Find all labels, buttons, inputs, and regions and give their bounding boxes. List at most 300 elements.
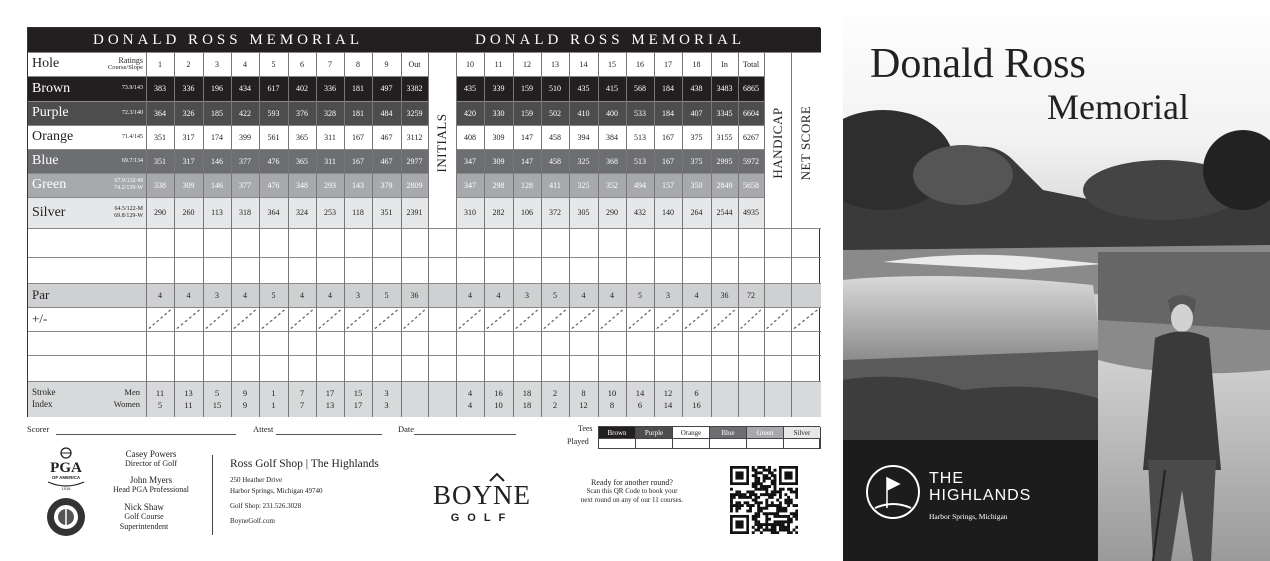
yardage-cell: 310 xyxy=(464,208,476,217)
women-index: 11 xyxy=(184,400,193,410)
score-input-cell[interactable] xyxy=(344,331,372,355)
score-input-cell[interactable] xyxy=(626,331,654,355)
yardage-cell: 458 xyxy=(549,132,561,142)
score-input-cell[interactable] xyxy=(541,228,569,257)
score-input-cell[interactable] xyxy=(231,228,259,257)
rating-value: 72.3/140 xyxy=(121,109,143,116)
plus-minus-cell[interactable] xyxy=(288,307,316,331)
women-index: 16 xyxy=(692,400,701,410)
tee-name: Orange xyxy=(32,129,74,144)
score-input-cell[interactable] xyxy=(541,257,569,283)
plus-minus-cell[interactable] xyxy=(569,307,598,331)
hole-number: 12 xyxy=(523,59,531,69)
plus-minus-cell[interactable] xyxy=(316,307,344,331)
attest-line[interactable] xyxy=(276,434,382,435)
par-cell: 5 xyxy=(271,290,276,300)
yardage-cell: 317 xyxy=(182,132,195,142)
staff-1-name: Casey Powers xyxy=(125,449,177,459)
yardage-cell: 146 xyxy=(211,156,223,166)
score-input-cell[interactable] xyxy=(484,355,513,381)
plus-minus-cell[interactable] xyxy=(626,307,654,331)
men-index: 17 xyxy=(325,388,335,398)
men-index: 10 xyxy=(607,388,617,398)
plus-minus-cell[interactable] xyxy=(791,307,821,331)
shop-address-1: 250 Heather Drive xyxy=(230,476,283,484)
hole-number: 1 xyxy=(158,59,162,69)
yardage-cell: 311 xyxy=(324,132,336,142)
hole-number: 16 xyxy=(636,59,644,69)
plus-minus-cell[interactable] xyxy=(372,307,401,331)
index-label: Index xyxy=(32,399,53,409)
score-input-cell[interactable] xyxy=(541,355,569,381)
score-input-cell[interactable] xyxy=(484,331,513,355)
score-input-cell[interactable] xyxy=(738,355,764,381)
rating-value: 69.7/134 xyxy=(121,157,143,164)
course-slope-label: Course/Slope xyxy=(107,64,143,71)
score-input-cell[interactable] xyxy=(288,355,316,381)
stroke-index-cell xyxy=(146,381,174,417)
score-input-cell[interactable] xyxy=(654,355,682,381)
score-input-cell[interactable] xyxy=(682,355,711,381)
yardage-cell: 561 xyxy=(267,132,280,142)
score-input-cell[interactable] xyxy=(401,257,428,283)
plus-minus-cell[interactable] xyxy=(682,307,711,331)
score-input-cell[interactable] xyxy=(174,257,203,283)
score-input-cell[interactable] xyxy=(569,257,598,283)
women-index: 5 xyxy=(157,400,163,410)
score-input-cell[interactable] xyxy=(738,331,764,355)
score-input-cell[interactable] xyxy=(513,355,541,381)
score-input-cell[interactable] xyxy=(231,331,259,355)
score-input-cell[interactable] xyxy=(259,257,288,283)
women-index: 14 xyxy=(663,400,673,410)
plus-minus-cell[interactable] xyxy=(174,307,203,331)
score-input-cell[interactable] xyxy=(372,257,401,283)
yardage-cell: 264 xyxy=(690,208,703,217)
score-input-cell[interactable] xyxy=(484,257,513,283)
staff-2-title: Head PGA Professional xyxy=(113,485,189,494)
score-input-cell[interactable] xyxy=(288,228,316,257)
yardage-cell: 174 xyxy=(211,132,223,142)
hole-label: Hole xyxy=(32,56,60,71)
tee-rating xyxy=(100,197,143,228)
score-input-cell[interactable] xyxy=(344,257,372,283)
tee-played-checkbox[interactable] xyxy=(673,438,710,449)
score-input-cell[interactable] xyxy=(401,228,428,257)
score-input-cell[interactable] xyxy=(738,257,764,283)
score-input-cell[interactable] xyxy=(682,228,711,257)
score-input-cell[interactable] xyxy=(401,331,428,355)
plus-minus-cell[interactable] xyxy=(738,307,764,331)
yardage-cell: 365 xyxy=(296,132,308,142)
yardage-cell: 293 xyxy=(324,180,336,190)
plus-minus-cell[interactable] xyxy=(401,307,428,331)
par-cell: 5 xyxy=(384,290,389,300)
staff-2 xyxy=(96,475,206,495)
hole-number: 17 xyxy=(664,59,672,69)
score-input-cell[interactable] xyxy=(598,257,626,283)
tee-name: Purple xyxy=(32,105,69,120)
women-index: 7 xyxy=(299,400,305,410)
plus-minus-cell[interactable] xyxy=(259,307,288,331)
staff-3-name: Nick Shaw xyxy=(124,502,164,512)
total-yardage: 6865 xyxy=(743,84,759,93)
stroke-index-cell xyxy=(174,381,203,417)
plus-minus-cell[interactable] xyxy=(203,307,231,331)
out-yardage: 3382 xyxy=(406,84,423,93)
in-yardage: 2544 xyxy=(716,208,733,217)
score-input-cell[interactable] xyxy=(231,257,259,283)
score-input-cell[interactable] xyxy=(764,331,791,355)
yardage-cell: 184 xyxy=(662,108,674,118)
score-input-cell[interactable] xyxy=(791,355,821,381)
score-input-cell[interactable] xyxy=(626,228,654,257)
out-yardage: 2809 xyxy=(406,180,423,190)
stroke-index-label xyxy=(32,386,56,410)
women-index: 15 xyxy=(212,400,222,410)
hole-number: 15 xyxy=(608,59,616,69)
yardage-cell: 394 xyxy=(577,132,590,142)
score-input-cell[interactable] xyxy=(541,331,569,355)
par-total: 72 xyxy=(747,290,755,300)
played-label: Played xyxy=(567,437,589,446)
tee-played-checkbox[interactable] xyxy=(747,438,784,449)
women-index: 4 xyxy=(467,400,473,410)
score-input-cell[interactable] xyxy=(598,331,626,355)
yardage-cell: 400 xyxy=(606,108,618,118)
shop-address-2: Harbor Springs, Michigan 49740 xyxy=(230,487,323,495)
in-yardage: 2995 xyxy=(716,156,733,166)
pga-sub-text: OF AMERICA xyxy=(51,475,81,480)
score-input-cell[interactable] xyxy=(401,355,428,381)
score-input-cell[interactable] xyxy=(146,228,174,257)
men-index: 15 xyxy=(353,388,363,398)
yardage-cell: 377 xyxy=(239,180,251,190)
ratings-label: Ratings xyxy=(118,56,143,65)
yardage-cell: 476 xyxy=(267,180,280,190)
rating-value: 67.9/132-M xyxy=(114,178,143,184)
tee-played-label: Blue xyxy=(710,427,747,438)
out-header: Out xyxy=(408,59,421,69)
yardage-cell: 420 xyxy=(464,108,476,118)
pga-logo xyxy=(40,446,92,541)
qr-code[interactable] xyxy=(730,466,798,534)
tees-label: Tees xyxy=(578,424,593,433)
score-input-cell[interactable] xyxy=(344,228,372,257)
score-input-cell[interactable] xyxy=(569,331,598,355)
score-input-cell[interactable] xyxy=(174,331,203,355)
score-input-cell[interactable] xyxy=(174,228,203,257)
plus-minus-cell[interactable] xyxy=(456,307,484,331)
yardage-cell: 375 xyxy=(690,132,703,142)
hole-number: 11 xyxy=(494,59,503,69)
score-input-cell[interactable] xyxy=(682,331,711,355)
plus-minus-cell[interactable] xyxy=(344,307,372,331)
plus-minus-cell[interactable] xyxy=(484,307,513,331)
yardage-cell: 309 xyxy=(492,132,505,142)
attest-label xyxy=(253,424,273,434)
score-input-cell[interactable] xyxy=(316,331,344,355)
yardage-cell: 347 xyxy=(464,180,476,190)
score-input-cell[interactable] xyxy=(174,355,203,381)
score-input-cell[interactable] xyxy=(654,257,682,283)
score-input-cell[interactable] xyxy=(456,355,484,381)
yardage-cell: 147 xyxy=(521,132,533,142)
tee-rating xyxy=(100,149,143,173)
stroke-index-cell xyxy=(626,381,654,417)
yardage-cell: 159 xyxy=(521,84,533,93)
total-header: Total xyxy=(742,59,760,69)
yardage-cell: 290 xyxy=(606,208,618,217)
yardage-cell: 118 xyxy=(352,208,364,217)
score-input-cell[interactable] xyxy=(711,355,738,381)
yardage-cell: 181 xyxy=(352,84,364,93)
score-input-cell[interactable] xyxy=(791,228,821,257)
score-input-cell[interactable] xyxy=(372,228,401,257)
tee-played-label: Green xyxy=(747,427,784,438)
men-index: 18 xyxy=(522,388,532,398)
men-index: 2 xyxy=(552,388,558,398)
score-input-cell[interactable] xyxy=(288,257,316,283)
score-input-cell[interactable] xyxy=(372,355,401,381)
score-input-cell[interactable] xyxy=(764,257,791,283)
attest-text: Attest xyxy=(253,424,274,434)
score-input-cell[interactable] xyxy=(146,331,174,355)
tee-played-label: Brown xyxy=(599,427,636,438)
out-yardage: 3259 xyxy=(406,108,423,118)
hole-number: 6 xyxy=(300,59,304,69)
yardage-cell: 147 xyxy=(521,156,533,166)
women-index: 1 xyxy=(271,400,276,410)
rating-value: 74.2/139-W xyxy=(114,185,143,191)
score-input-cell[interactable] xyxy=(682,257,711,283)
tee-played-checkbox[interactable] xyxy=(599,438,636,449)
yardage-cell: 379 xyxy=(380,180,393,190)
boyne-sub: GOLF xyxy=(450,512,514,524)
yardage-cell: 352 xyxy=(606,180,618,190)
stroke-index-cell xyxy=(456,381,484,417)
date-text: Date xyxy=(398,424,415,434)
yardage-cell: 290 xyxy=(154,208,166,217)
yardage-cell: 351 xyxy=(380,208,393,217)
yardage-cell: 384 xyxy=(606,132,618,142)
women-index: 18 xyxy=(522,400,532,410)
score-input-cell[interactable] xyxy=(203,355,231,381)
stroke-index-cell xyxy=(484,381,513,417)
score-input-cell[interactable] xyxy=(146,257,174,283)
yardage-cell: 497 xyxy=(380,84,393,93)
header-title-back: DONALD ROSS MEMORIAL xyxy=(474,31,745,48)
staff-3 xyxy=(106,502,182,532)
par-cell: 4 xyxy=(186,290,191,300)
score-input-cell[interactable] xyxy=(711,228,738,257)
hole-number: 14 xyxy=(579,59,588,69)
score-input-cell[interactable] xyxy=(231,355,259,381)
score-input-cell[interactable] xyxy=(344,355,372,381)
score-input-cell[interactable] xyxy=(203,331,231,355)
yardage-cell: 435 xyxy=(577,84,590,93)
score-input-cell[interactable] xyxy=(513,257,541,283)
yardage-cell: 282 xyxy=(492,208,505,217)
yardage-cell: 434 xyxy=(239,84,251,93)
score-input-cell[interactable] xyxy=(654,331,682,355)
men-index: 16 xyxy=(494,388,503,398)
score-input-cell[interactable] xyxy=(456,257,484,283)
yardage-cell: 324 xyxy=(296,208,308,217)
score-input-cell[interactable] xyxy=(456,331,484,355)
score-input-cell[interactable] xyxy=(598,355,626,381)
plus-minus-cell[interactable] xyxy=(541,307,569,331)
yardage-cell: 298 xyxy=(492,180,505,190)
yardage-cell: 167 xyxy=(352,156,364,166)
yardage-cell: 377 xyxy=(239,156,251,166)
plus-minus-cell[interactable] xyxy=(513,307,541,331)
yardage-cell: 113 xyxy=(211,208,223,217)
hole-number: 3 xyxy=(215,59,219,69)
stroke-index-cell xyxy=(231,381,259,417)
par-cell: 3 xyxy=(215,290,219,300)
score-input-cell[interactable] xyxy=(738,228,764,257)
score-input-cell[interactable] xyxy=(569,228,598,257)
score-input-cell[interactable] xyxy=(626,355,654,381)
score-input-cell[interactable] xyxy=(569,355,598,381)
yardage-cell: 407 xyxy=(690,108,703,118)
out-yardage: 2977 xyxy=(406,156,423,166)
tee-played-checkbox[interactable] xyxy=(710,438,747,449)
yardage-cell: 410 xyxy=(577,108,590,118)
score-input-cell[interactable] xyxy=(456,228,484,257)
tee-played-label: Silver xyxy=(784,427,821,438)
score-input-cell[interactable] xyxy=(711,257,738,283)
plus-minus-label: +/- xyxy=(32,311,48,326)
yardage-cell: 351 xyxy=(154,132,166,142)
score-input-cell[interactable] xyxy=(316,228,344,257)
yardage-cell: 513 xyxy=(634,132,646,142)
tee-rating xyxy=(100,173,143,197)
tee-played-checkbox[interactable] xyxy=(636,438,673,449)
stroke-index-cell xyxy=(541,381,569,417)
score-input-cell[interactable] xyxy=(764,228,791,257)
score-input-cell[interactable] xyxy=(372,331,401,355)
boyne-logo xyxy=(424,472,540,532)
score-input-cell[interactable] xyxy=(598,228,626,257)
yardage-cell: 351 xyxy=(154,156,166,166)
score-input-cell[interactable] xyxy=(203,228,231,257)
pga-year-text: 1916 xyxy=(61,486,71,491)
yardage-cell: 196 xyxy=(211,84,223,93)
date-line[interactable] xyxy=(414,434,516,435)
scorer-line[interactable] xyxy=(56,434,236,435)
yardage-cell: 402 xyxy=(296,84,308,93)
score-input-cell[interactable] xyxy=(259,331,288,355)
header-title-front: DONALD ROSS MEMORIAL xyxy=(92,31,363,48)
men-index: 6 xyxy=(694,388,699,398)
score-input-cell[interactable] xyxy=(626,257,654,283)
footer-divider xyxy=(212,455,213,535)
boyne-brand: BOYNE xyxy=(433,480,531,510)
par-cell: 4 xyxy=(610,290,614,300)
yardage-cell: 140 xyxy=(662,208,674,217)
score-input-cell[interactable] xyxy=(791,257,821,283)
plus-minus-cell[interactable] xyxy=(598,307,626,331)
yardage-cell: 143 xyxy=(352,180,364,190)
men-index: 4 xyxy=(467,388,473,398)
score-input-cell[interactable] xyxy=(791,331,821,355)
men-index: 3 xyxy=(384,388,389,398)
tee-name: Brown xyxy=(32,80,71,96)
yardage-cell: 365 xyxy=(296,156,308,166)
women-index: 17 xyxy=(353,400,363,410)
score-input-cell[interactable] xyxy=(711,331,738,355)
shop-web[interactable]: BoyneGolf.com xyxy=(230,517,275,525)
tee-played-checkbox[interactable] xyxy=(784,438,821,449)
score-input-cell[interactable] xyxy=(513,331,541,355)
plus-minus-cell[interactable] xyxy=(231,307,259,331)
plus-minus-cell[interactable] xyxy=(711,307,738,331)
hole-number: 4 xyxy=(243,59,247,69)
score-input-cell[interactable] xyxy=(654,228,682,257)
yardage-cell: 467 xyxy=(380,132,393,142)
yardage-cell: 317 xyxy=(182,156,195,166)
yardage-cell: 167 xyxy=(662,132,674,142)
stroke-index-cell xyxy=(344,381,372,417)
yardage-cell: 330 xyxy=(492,108,505,118)
out-yardage: 3112 xyxy=(406,132,423,142)
score-input-cell[interactable] xyxy=(146,355,174,381)
shop-title: Ross Golf Shop | The Highlands xyxy=(230,458,379,470)
stroke-index-cell xyxy=(654,381,682,417)
yardage-cell: 311 xyxy=(324,156,336,166)
par-cell: 4 xyxy=(468,290,472,300)
score-input-cell[interactable] xyxy=(764,355,791,381)
score-input-cell[interactable] xyxy=(288,331,316,355)
initials-label: INITIALS xyxy=(434,113,449,173)
men-index: 1 xyxy=(271,388,276,398)
score-input-cell[interactable] xyxy=(316,355,344,381)
yardage-cell: 617 xyxy=(267,84,280,93)
promo-line-2: Scan this QR Code to book your xyxy=(586,487,678,495)
plus-minus-cell[interactable] xyxy=(654,307,682,331)
hole-number: 10 xyxy=(466,59,474,69)
rating-value: 69.8/129-W xyxy=(114,212,143,219)
plus-minus-cell[interactable] xyxy=(146,307,174,331)
score-input-cell[interactable] xyxy=(259,355,288,381)
score-input-cell[interactable] xyxy=(316,257,344,283)
scorecard xyxy=(27,27,820,417)
score-input-cell[interactable] xyxy=(513,228,541,257)
yardage-cell: 484 xyxy=(380,108,393,118)
yardage-cell: 350 xyxy=(690,180,703,190)
score-input-cell[interactable] xyxy=(259,228,288,257)
tee-rating xyxy=(100,101,143,125)
rating-value: 73.9/143 xyxy=(121,85,143,91)
par-cell: 4 xyxy=(158,290,162,300)
score-input-cell[interactable] xyxy=(484,228,513,257)
yardage-cell: 510 xyxy=(549,84,561,93)
plus-minus-cell[interactable] xyxy=(764,307,791,331)
par-cell: 3 xyxy=(666,290,670,300)
total-yardage: 5972 xyxy=(743,156,759,166)
par-cell: 4 xyxy=(694,290,699,300)
tees-played-grid xyxy=(598,426,820,449)
yardage-cell: 375 xyxy=(690,156,703,166)
yardage-cell: 146 xyxy=(211,180,223,190)
women-index: 6 xyxy=(637,400,643,410)
par-cell: 4 xyxy=(243,290,247,300)
score-input-cell[interactable] xyxy=(203,257,231,283)
women-index: 10 xyxy=(494,400,503,410)
par-cell: 5 xyxy=(638,290,642,300)
